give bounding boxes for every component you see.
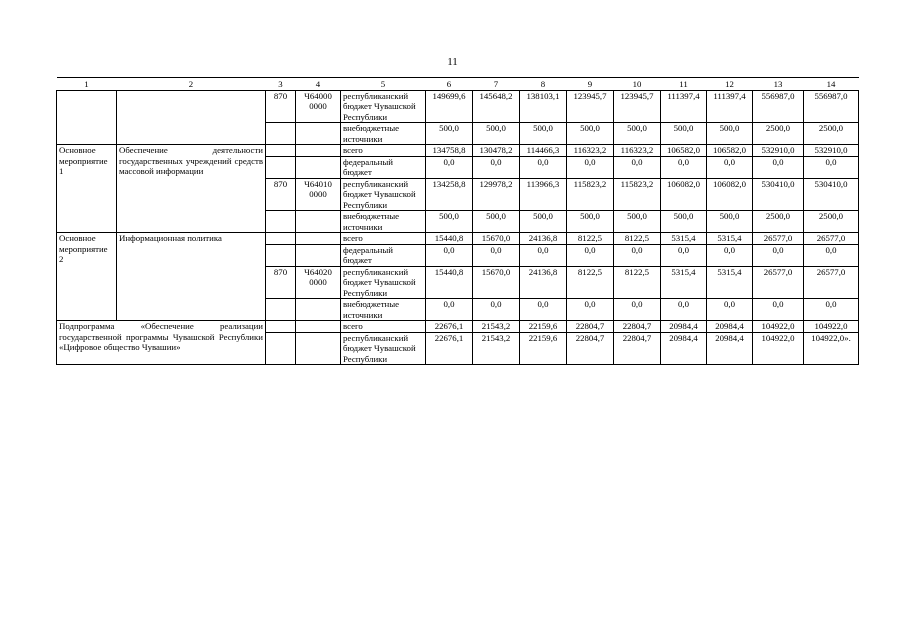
value-cell: 111397,4 (707, 90, 753, 123)
value-cell: 0,0 (473, 244, 520, 266)
source-cell: республиканский бюджет Чувашской Республики (341, 266, 426, 299)
value-cell: 15440,8 (426, 266, 473, 299)
value-cell: 0,0 (567, 299, 614, 321)
value-cell: 24136,8 (520, 266, 567, 299)
value-cell: 5315,4 (661, 266, 707, 299)
value-cell: 530410,0 (753, 178, 804, 211)
value-cell: 26577,0 (753, 233, 804, 245)
table-row (57, 145, 859, 157)
value-cell: 0,0 (567, 244, 614, 266)
value-cell: 0,0 (804, 299, 859, 321)
value-cell: 0,0 (520, 244, 567, 266)
code-cell (296, 145, 341, 157)
code-cell (296, 156, 341, 178)
value-cell: 0,0 (804, 244, 859, 266)
value-cell: 500,0 (567, 211, 614, 233)
value-cell: 22804,7 (614, 321, 661, 333)
value-cell: 0,0 (520, 156, 567, 178)
source-cell: республиканский бюджет Чувашской Республики (341, 90, 426, 123)
value-cell: 15670,0 (473, 266, 520, 299)
column-header: 5 (341, 78, 426, 91)
value-cell: 0,0 (473, 156, 520, 178)
source-cell: внебюджетные источники (341, 211, 426, 233)
code-cell (266, 211, 296, 233)
value-cell: 0,0 (661, 156, 707, 178)
code-cell: Ч64000 0000 (296, 90, 341, 123)
value-cell: 500,0 (426, 211, 473, 233)
source-cell: внебюджетные источники (341, 299, 426, 321)
header-row (57, 78, 859, 91)
value-cell: 24136,8 (520, 233, 567, 245)
value-cell: 0,0 (614, 156, 661, 178)
value-cell: 106582,0 (661, 145, 707, 157)
activity-cell: Основное мероприятие 1 (57, 145, 117, 233)
code-cell (266, 299, 296, 321)
value-cell: 530410,0 (804, 178, 859, 211)
column-header: 9 (567, 78, 614, 91)
value-cell: 22804,7 (567, 321, 614, 333)
value-cell: 0,0 (614, 299, 661, 321)
value-cell: 8122,5 (614, 233, 661, 245)
value-cell: 22159,6 (520, 332, 567, 365)
value-cell: 20984,4 (661, 321, 707, 333)
budget-table (56, 77, 859, 365)
value-cell: 104922,0 (804, 321, 859, 333)
column-header: 3 (266, 78, 296, 91)
column-header: 14 (804, 78, 859, 91)
value-cell: 500,0 (473, 211, 520, 233)
source-cell: республиканский бюджет Чувашской Республики (341, 178, 426, 211)
code-cell (296, 244, 341, 266)
table-row (57, 321, 859, 333)
value-cell: 556987,0 (804, 90, 859, 123)
source-cell: республиканский бюджет Чувашской Республики (341, 332, 426, 365)
value-cell: 22676,1 (426, 321, 473, 333)
code-cell (296, 123, 341, 145)
code-cell (266, 321, 296, 333)
value-cell: 0,0 (753, 156, 804, 178)
value-cell: 0,0 (426, 156, 473, 178)
value-cell: 5315,4 (707, 266, 753, 299)
value-cell: 114466,3 (520, 145, 567, 157)
source-cell: федеральный бюджет (341, 244, 426, 266)
source-cell: всего (341, 233, 426, 245)
column-header: 2 (117, 78, 266, 91)
value-cell: 15670,0 (473, 233, 520, 245)
column-header: 1 (57, 78, 117, 91)
value-cell: 104922,0 (753, 332, 804, 365)
value-cell: 106082,0 (707, 178, 753, 211)
value-cell: 129978,2 (473, 178, 520, 211)
column-header: 8 (520, 78, 567, 91)
column-header: 7 (473, 78, 520, 91)
value-cell: 134258,8 (426, 178, 473, 211)
column-header: 6 (426, 78, 473, 91)
value-cell: 0,0 (661, 299, 707, 321)
value-cell: 500,0 (473, 123, 520, 145)
value-cell: 123945,7 (614, 90, 661, 123)
value-cell: 0,0 (804, 156, 859, 178)
value-cell: 104922,0». (804, 332, 859, 365)
code-cell (266, 244, 296, 266)
value-cell: 5315,4 (707, 233, 753, 245)
code-cell: Ч64010 0000 (296, 178, 341, 211)
code-cell: 870 (266, 90, 296, 123)
value-cell: 20984,4 (661, 332, 707, 365)
value-cell: 0,0 (473, 299, 520, 321)
value-cell: 138103,1 (520, 90, 567, 123)
description-cell: Обеспечение деятельности государственных учреждений средств массовой информации (117, 145, 266, 233)
value-cell: 20984,4 (707, 332, 753, 365)
value-cell: 532910,0 (753, 145, 804, 157)
activity-cell: Основное мероприятие 2 (57, 233, 117, 321)
value-cell: 500,0 (567, 123, 614, 145)
value-cell: 21543,2 (473, 332, 520, 365)
value-cell: 104922,0 (753, 321, 804, 333)
code-cell (266, 332, 296, 365)
value-cell: 26577,0 (804, 266, 859, 299)
value-cell: 500,0 (614, 123, 661, 145)
table-row (57, 233, 859, 245)
value-cell: 500,0 (707, 123, 753, 145)
code-cell (266, 233, 296, 245)
value-cell: 0,0 (426, 244, 473, 266)
code-cell (296, 332, 341, 365)
value-cell: 0,0 (707, 244, 753, 266)
code-cell (296, 299, 341, 321)
value-cell: 500,0 (520, 123, 567, 145)
value-cell: 134758,8 (426, 145, 473, 157)
value-cell: 532910,0 (804, 145, 859, 157)
value-cell: 0,0 (707, 156, 753, 178)
source-cell: всего (341, 145, 426, 157)
code-cell: 870 (266, 266, 296, 299)
value-cell: 8122,5 (567, 233, 614, 245)
value-cell: 15440,8 (426, 233, 473, 245)
value-cell: 115823,2 (567, 178, 614, 211)
value-cell: 22676,1 (426, 332, 473, 365)
source-cell: федеральный бюджет (341, 156, 426, 178)
value-cell: 2500,0 (753, 211, 804, 233)
value-cell: 22804,7 (567, 332, 614, 365)
value-cell: 556987,0 (753, 90, 804, 123)
value-cell: 116323,2 (614, 145, 661, 157)
value-cell: 2500,0 (804, 123, 859, 145)
value-cell: 22159,6 (520, 321, 567, 333)
code-cell (266, 156, 296, 178)
description-cell: Информационная политика (117, 233, 266, 321)
value-cell: 116323,2 (567, 145, 614, 157)
activity-cell (57, 90, 117, 145)
value-cell: 123945,7 (567, 90, 614, 123)
description-cell (117, 90, 266, 145)
value-cell: 0,0 (426, 299, 473, 321)
subprogram-title-cell: Подпрограмма «Обеспечение реализации государственной программы Чувашской Республики «Цифровое общество Чувашии» (57, 321, 266, 365)
column-header: 13 (753, 78, 804, 91)
value-cell: 22804,7 (614, 332, 661, 365)
value-cell: 26577,0 (753, 266, 804, 299)
value-cell: 0,0 (753, 244, 804, 266)
value-cell: 113966,3 (520, 178, 567, 211)
code-cell (296, 233, 341, 245)
value-cell: 8122,5 (567, 266, 614, 299)
column-header: 10 (614, 78, 661, 91)
value-cell: 0,0 (614, 244, 661, 266)
value-cell: 500,0 (520, 211, 567, 233)
table-row (57, 90, 859, 123)
value-cell: 500,0 (707, 211, 753, 233)
code-cell (266, 145, 296, 157)
value-cell: 26577,0 (804, 233, 859, 245)
value-cell: 130478,2 (473, 145, 520, 157)
value-cell: 0,0 (567, 156, 614, 178)
source-cell: всего (341, 321, 426, 333)
value-cell: 111397,4 (661, 90, 707, 123)
value-cell: 0,0 (707, 299, 753, 321)
value-cell: 8122,5 (614, 266, 661, 299)
value-cell: 0,0 (753, 299, 804, 321)
value-cell: 2500,0 (804, 211, 859, 233)
value-cell: 500,0 (426, 123, 473, 145)
value-cell: 500,0 (661, 123, 707, 145)
value-cell: 5315,4 (661, 233, 707, 245)
source-cell: внебюджетные источники (341, 123, 426, 145)
value-cell: 2500,0 (753, 123, 804, 145)
value-cell: 145648,2 (473, 90, 520, 123)
column-header: 11 (661, 78, 707, 91)
value-cell: 0,0 (661, 244, 707, 266)
value-cell: 21543,2 (473, 321, 520, 333)
page-number: 11 (447, 56, 458, 68)
value-cell: 0,0 (520, 299, 567, 321)
value-cell: 500,0 (661, 211, 707, 233)
column-header: 4 (296, 78, 341, 91)
value-cell: 115823,2 (614, 178, 661, 211)
value-cell: 106082,0 (661, 178, 707, 211)
value-cell: 149699,6 (426, 90, 473, 123)
column-header: 12 (707, 78, 753, 91)
code-cell (296, 321, 341, 333)
value-cell: 106582,0 (707, 145, 753, 157)
code-cell (296, 211, 341, 233)
code-cell: Ч64020 0000 (296, 266, 341, 299)
value-cell: 500,0 (614, 211, 661, 233)
code-cell: 870 (266, 178, 296, 211)
code-cell (266, 123, 296, 145)
value-cell: 20984,4 (707, 321, 753, 333)
